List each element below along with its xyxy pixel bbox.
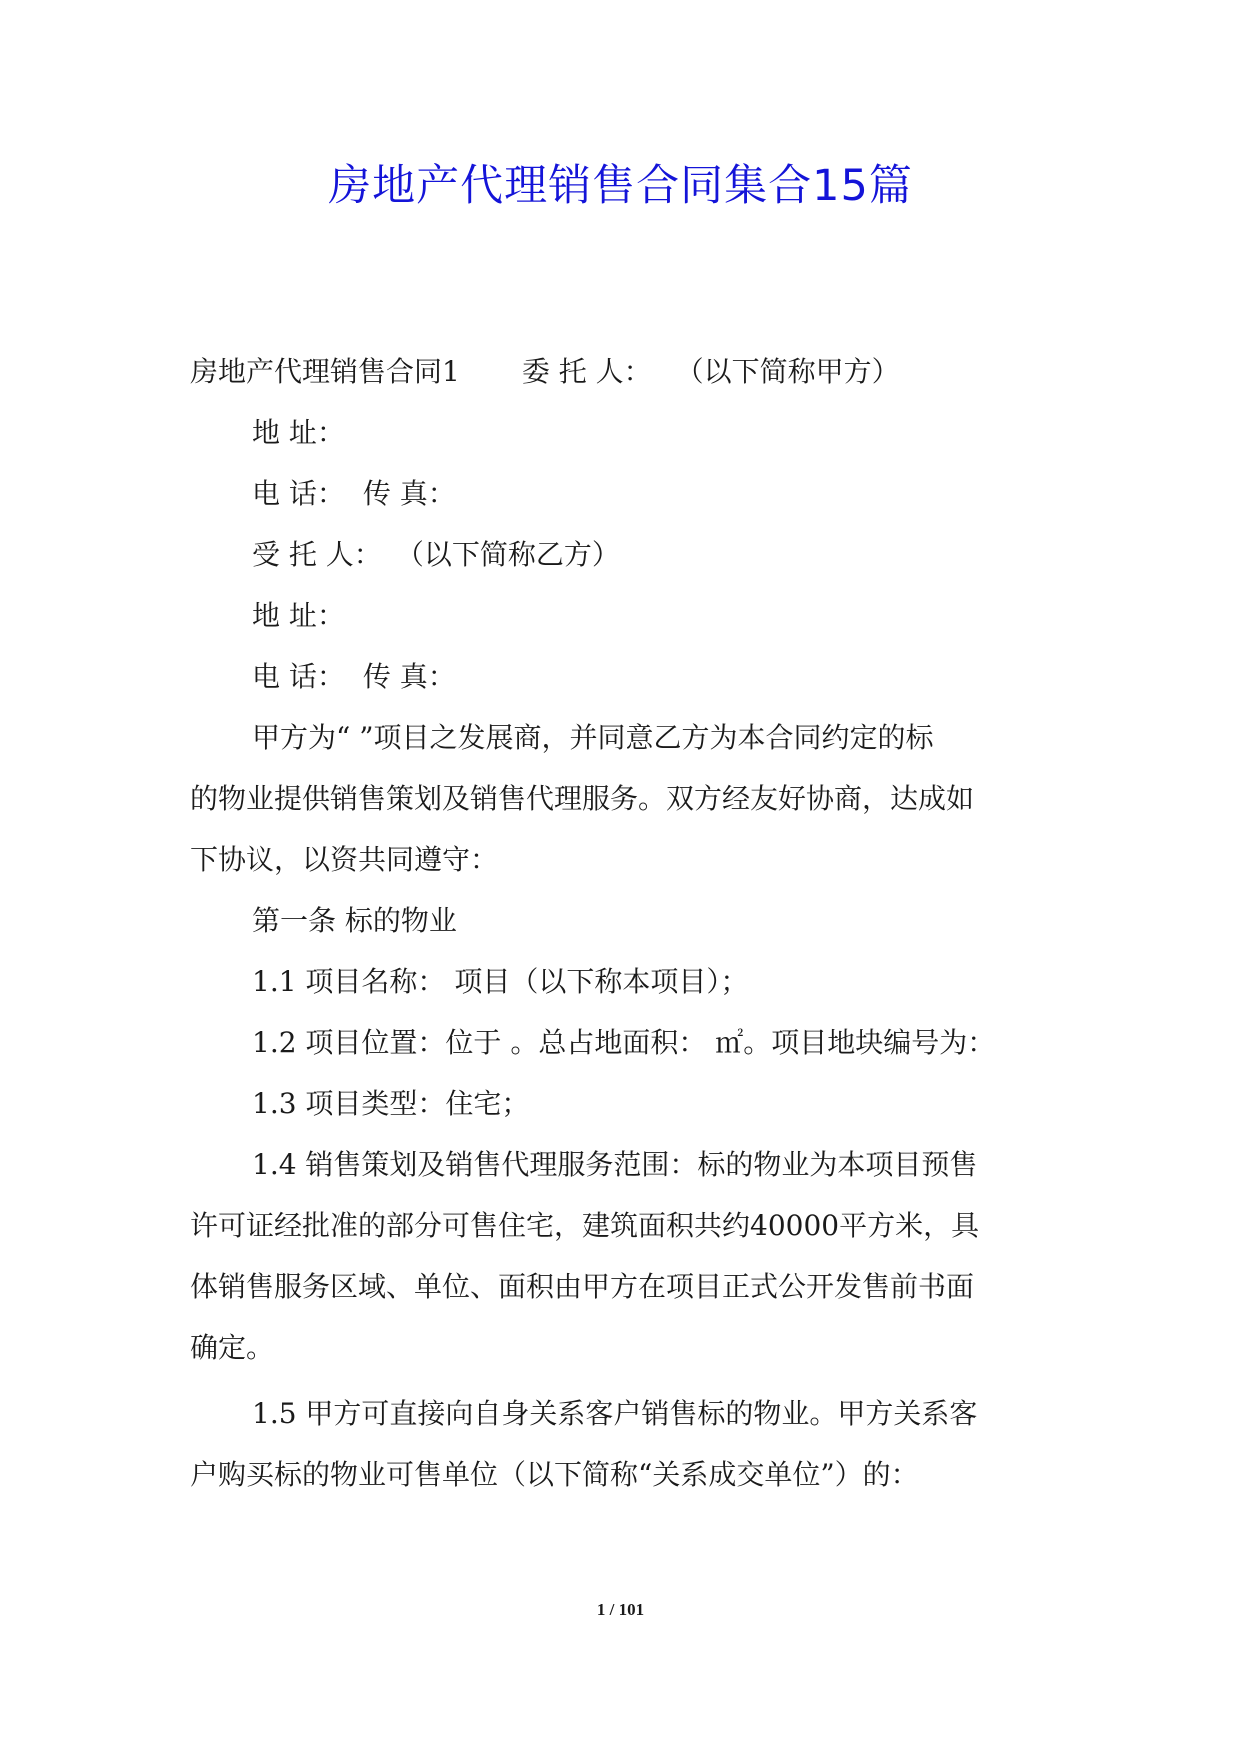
paragraph-1-line-1: 甲方为“ ”项目之发展商，并同意乙方为本合同约定的标 xyxy=(252,721,934,754)
article-1-heading: 第一条 标的物业 xyxy=(252,904,457,937)
agent-line xyxy=(252,535,620,575)
paragraph-1-line-3: 下协议，以资共同遵守： xyxy=(190,843,499,876)
principal-label: 委 托 人： xyxy=(521,355,652,388)
principal-contact-line xyxy=(252,474,456,514)
clause-1-5-line-1: 1.5 甲方可直接向自身关系客户销售标的物业。甲方关系客 xyxy=(252,1397,978,1430)
agent-fax-label: 传 真： xyxy=(362,660,456,693)
clause-1-4-line-2: 许可证经批准的部分可售住宅，建筑面积共约40000平方米，具 xyxy=(190,1209,980,1242)
agent-address: 地 址： xyxy=(252,599,345,632)
principal-note: （以下简称甲方） xyxy=(675,355,900,388)
clause-1-4-line-4: 确定。 xyxy=(190,1331,275,1364)
principal-fax-label: 传 真： xyxy=(362,477,456,510)
agent-label: 受 托 人： xyxy=(252,538,382,571)
clause-1-3: 1.3 项目类型：住宅； xyxy=(252,1087,530,1120)
page-number: 1 / 101 xyxy=(596,1600,645,1619)
agent-note: （以下简称乙方） xyxy=(395,538,620,571)
principal-phone-label: 电 话： xyxy=(252,477,345,510)
clause-1-4-line-1: 1.4 销售策划及销售代理服务范围：标的物业为本项目预售 xyxy=(252,1148,978,1181)
document-title: 房地产代理销售合同集合15篇 xyxy=(328,161,913,211)
clause-1-1: 1.1 项目名称： 项目（以下称本项目）； xyxy=(252,965,749,998)
agent-contact-line xyxy=(252,657,456,697)
clause-1-4-line-3: 体销售服务区域、单位、面积由甲方在项目正式公开发售前书面 xyxy=(190,1270,975,1303)
clause-1-5-line-2: 户购买标的物业可售单位（以下简称“关系成交单位”）的： xyxy=(190,1458,919,1491)
agent-phone-label: 电 话： xyxy=(252,660,345,693)
contract-heading: 房地产代理销售合同1 xyxy=(190,355,460,388)
paragraph-1-line-2: 的物业提供销售策划及销售代理服务。双方经友好协商，达成如 xyxy=(190,782,975,815)
principal-address: 地 址： xyxy=(252,416,345,449)
clause-1-2: 1.2 项目位置：位于 。总占地面积： ㎡。项目地块编号为： xyxy=(252,1026,996,1059)
contract-heading-line xyxy=(190,352,900,392)
